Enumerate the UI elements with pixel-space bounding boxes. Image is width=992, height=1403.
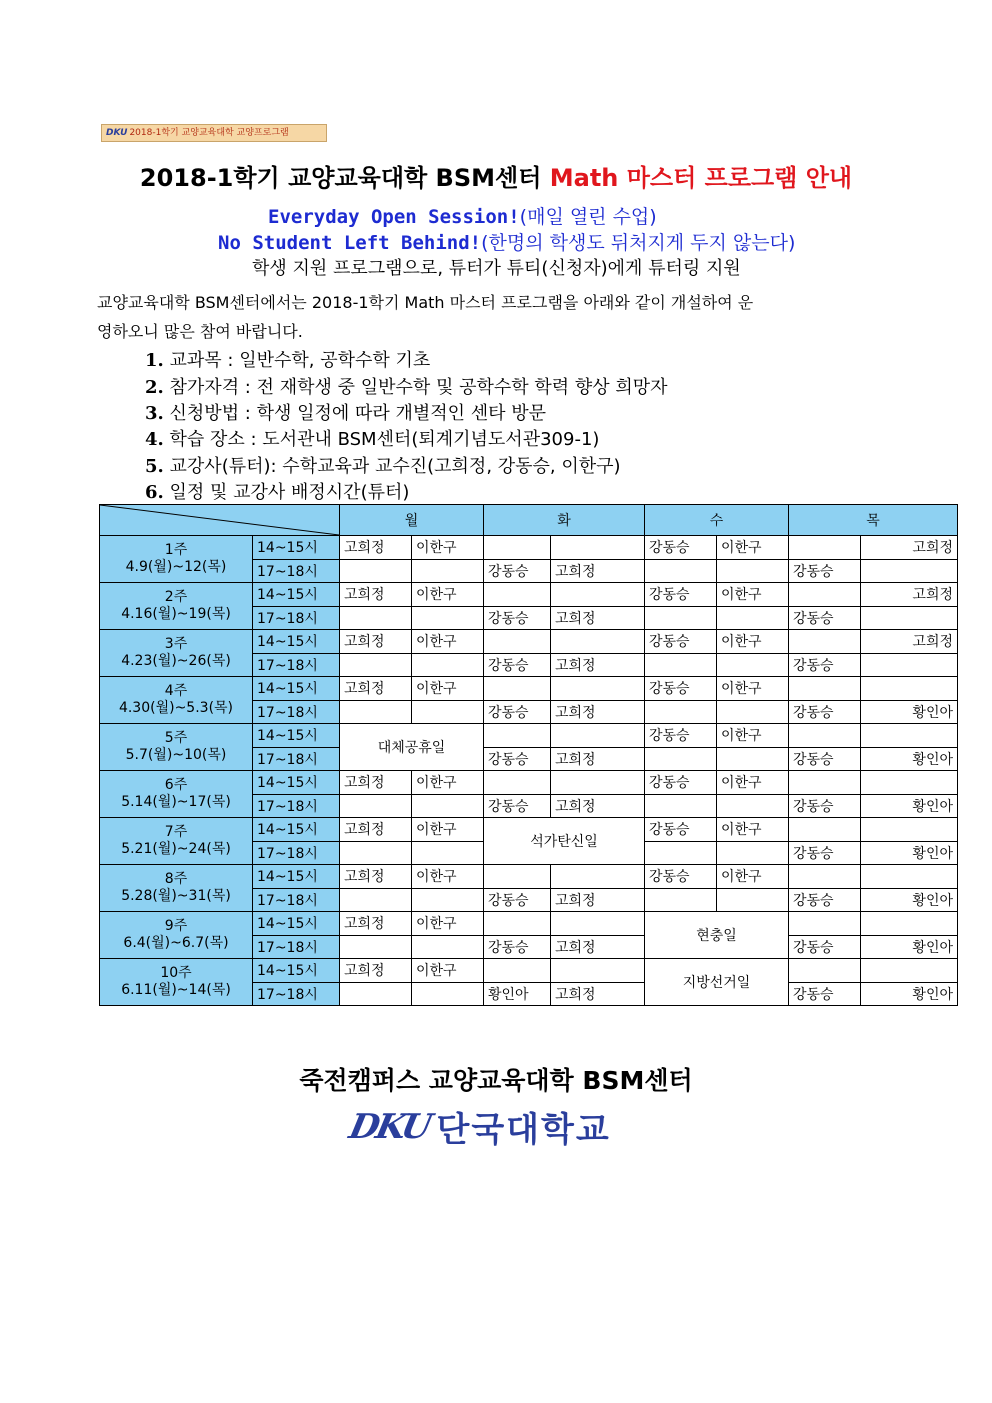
tutor-cell bbox=[645, 559, 717, 583]
tutor-cell: 강동승 bbox=[789, 559, 861, 583]
week-cell bbox=[100, 630, 253, 677]
tutor-cell: 강동승 bbox=[789, 794, 861, 818]
week-label: 4주 bbox=[164, 683, 188, 699]
tutor-cell bbox=[645, 653, 717, 677]
time-slot: 14~15시 bbox=[253, 536, 340, 560]
table-row bbox=[100, 677, 958, 701]
footer-center-name: 죽전캠퍼스 교양교육대학 BSM센터 bbox=[299, 1066, 693, 1095]
week-label: 6주 bbox=[164, 777, 188, 793]
tutor-cell bbox=[340, 700, 412, 724]
table-row bbox=[100, 583, 958, 607]
tutor-cell: 강동승 bbox=[484, 559, 551, 583]
tutor-cell bbox=[789, 583, 861, 607]
header-day: 월 bbox=[340, 505, 484, 536]
slogan-ko: (매일 열린 수업) bbox=[519, 206, 657, 228]
tutor-cell: 이한구 bbox=[717, 818, 789, 842]
tutor-cell: 강동승 bbox=[789, 935, 861, 959]
tutor-cell bbox=[861, 606, 958, 630]
tutor-cell bbox=[861, 865, 958, 889]
table-row bbox=[100, 818, 958, 842]
tutor-cell bbox=[340, 653, 412, 677]
tutor-cell: 고희정 bbox=[551, 747, 645, 771]
tutor-cell bbox=[484, 724, 551, 748]
tutor-cell bbox=[484, 865, 551, 889]
tutor-cell bbox=[551, 724, 645, 748]
info-item-application bbox=[145, 399, 546, 425]
tutor-cell bbox=[340, 888, 412, 912]
tutor-cell bbox=[412, 935, 484, 959]
tutor-cell: 강동승 bbox=[789, 700, 861, 724]
week-cell bbox=[100, 771, 253, 818]
tutor-cell: 강동승 bbox=[484, 888, 551, 912]
week-cell bbox=[100, 583, 253, 630]
time-slot: 14~15시 bbox=[253, 912, 340, 936]
tutor-cell: 고희정 bbox=[861, 583, 958, 607]
table-row bbox=[100, 724, 958, 748]
tutor-cell: 고희정 bbox=[551, 935, 645, 959]
week-label: 5주 bbox=[164, 730, 188, 746]
week-range: 4.16(월)~19(목) bbox=[121, 606, 231, 622]
tutor-cell bbox=[484, 583, 551, 607]
item-number: 4. bbox=[145, 429, 164, 450]
week-cell bbox=[100, 818, 253, 865]
item-text: 교강사(튜터): 수학교육과 교수진(고희정, 강동승, 이한구) bbox=[169, 456, 621, 477]
tutor-cell bbox=[551, 583, 645, 607]
week-range: 4.30(월)~5.3(목) bbox=[118, 700, 234, 716]
week-range: 5.21(월)~24(목) bbox=[121, 841, 231, 857]
item-number: 6. bbox=[145, 482, 164, 503]
time-slot: 17~18시 bbox=[253, 841, 340, 865]
week-range: 6.4(월)~6.7(목) bbox=[123, 935, 229, 951]
tutor-cell: 강동승 bbox=[645, 677, 717, 701]
tutor-cell: 고희정 bbox=[861, 630, 958, 654]
item-text: 신청방법 : 학생 일정에 따라 개별적인 센타 방문 bbox=[169, 403, 547, 424]
tutor-cell: 이한구 bbox=[717, 630, 789, 654]
week-range: 5.14(월)~17(목) bbox=[121, 794, 231, 810]
header-day: 화 bbox=[484, 505, 645, 536]
tutor-cell bbox=[412, 653, 484, 677]
header-corner-cell bbox=[100, 505, 340, 536]
info-item-tutors bbox=[145, 452, 621, 478]
intro-line-2: 영하오니 많은 참여 바랍니다. bbox=[97, 322, 303, 341]
tutor-cell bbox=[789, 630, 861, 654]
info-item-subject bbox=[145, 346, 430, 372]
info-item-eligibility bbox=[145, 373, 668, 399]
tutor-cell: 황인아 bbox=[861, 700, 958, 724]
tutor-cell: 강동승 bbox=[645, 818, 717, 842]
tutor-cell: 고희정 bbox=[551, 700, 645, 724]
tutor-cell: 이한구 bbox=[412, 630, 484, 654]
tutor-cell bbox=[551, 959, 645, 983]
tutor-cell bbox=[340, 606, 412, 630]
tutor-cell: 황인아 bbox=[861, 982, 958, 1006]
tutor-cell bbox=[340, 841, 412, 865]
tutor-cell bbox=[551, 536, 645, 560]
table-row bbox=[100, 536, 958, 560]
tutor-cell: 이한구 bbox=[717, 583, 789, 607]
tutor-cell bbox=[789, 771, 861, 795]
tutor-cell: 이한구 bbox=[412, 818, 484, 842]
tutor-cell: 고희정 bbox=[340, 536, 412, 560]
tutor-cell bbox=[340, 559, 412, 583]
week-label: 3주 bbox=[164, 636, 188, 652]
tutor-cell: 고희정 bbox=[861, 536, 958, 560]
tutor-cell: 강동승 bbox=[789, 888, 861, 912]
week-cell bbox=[100, 912, 253, 959]
time-slot: 17~18시 bbox=[253, 935, 340, 959]
week-range: 5.7(월)~10(목) bbox=[125, 747, 227, 763]
tutor-cell: 고희정 bbox=[340, 865, 412, 889]
slogan-en: No Student Left Behind! bbox=[218, 232, 482, 254]
tutor-cell: 이한구 bbox=[412, 583, 484, 607]
time-slot: 14~15시 bbox=[253, 677, 340, 701]
tutor-cell: 고희정 bbox=[551, 653, 645, 677]
time-slot: 17~18시 bbox=[253, 747, 340, 771]
title-highlight: Math 마스터 프로그램 안내 bbox=[549, 164, 853, 192]
tutor-cell bbox=[789, 677, 861, 701]
tutor-cell bbox=[551, 771, 645, 795]
tutor-cell bbox=[412, 559, 484, 583]
time-slot: 14~15시 bbox=[253, 959, 340, 983]
tutor-cell: 고희정 bbox=[551, 606, 645, 630]
week-label: 7주 bbox=[164, 824, 188, 840]
tutor-cell bbox=[340, 794, 412, 818]
tutor-cell bbox=[340, 935, 412, 959]
tutor-cell bbox=[645, 700, 717, 724]
table-row bbox=[100, 912, 958, 936]
week-cell bbox=[100, 677, 253, 724]
time-slot: 17~18시 bbox=[253, 653, 340, 677]
tutor-cell bbox=[717, 700, 789, 724]
tutor-cell: 강동승 bbox=[645, 583, 717, 607]
tutor-cell bbox=[551, 865, 645, 889]
tutor-cell bbox=[645, 606, 717, 630]
tutor-cell: 고희정 bbox=[551, 794, 645, 818]
tutor-cell bbox=[789, 865, 861, 889]
tutor-cell bbox=[484, 771, 551, 795]
tutor-cell: 이한구 bbox=[717, 677, 789, 701]
item-number: 3. bbox=[145, 403, 164, 424]
item-number: 2. bbox=[145, 377, 164, 398]
tutor-cell bbox=[412, 982, 484, 1006]
tutor-cell: 이한구 bbox=[412, 677, 484, 701]
tutor-cell bbox=[645, 888, 717, 912]
tutor-cell bbox=[340, 982, 412, 1006]
time-slot: 17~18시 bbox=[253, 606, 340, 630]
time-slot: 14~15시 bbox=[253, 865, 340, 889]
tutor-cell: 이한구 bbox=[412, 536, 484, 560]
page-title bbox=[0, 158, 992, 193]
tutor-cell bbox=[717, 747, 789, 771]
tutor-cell: 고희정 bbox=[340, 583, 412, 607]
week-cell bbox=[100, 865, 253, 912]
week-cell bbox=[100, 536, 253, 583]
dku-logo-name: 단국대학교 bbox=[436, 1110, 611, 1150]
tutor-cell: 강동승 bbox=[484, 653, 551, 677]
time-slot: 14~15시 bbox=[253, 630, 340, 654]
tutor-cell bbox=[861, 677, 958, 701]
tutor-cell: 이한구 bbox=[412, 771, 484, 795]
time-slot: 17~18시 bbox=[253, 700, 340, 724]
holiday-cell: 대체공휴일 bbox=[340, 724, 484, 771]
tutor-cell: 강동승 bbox=[484, 935, 551, 959]
table-row bbox=[100, 865, 958, 889]
tutor-cell bbox=[861, 912, 958, 936]
tutor-cell: 강동승 bbox=[789, 606, 861, 630]
week-label: 1주 bbox=[164, 542, 188, 558]
info-item-location bbox=[145, 425, 599, 451]
tutor-cell: 고희정 bbox=[340, 630, 412, 654]
tutor-cell bbox=[717, 559, 789, 583]
tutor-cell: 강동승 bbox=[789, 653, 861, 677]
tutor-cell bbox=[789, 912, 861, 936]
tutor-cell bbox=[412, 841, 484, 865]
tutor-cell bbox=[717, 841, 789, 865]
week-range: 4.23(월)~26(목) bbox=[121, 653, 231, 669]
item-number: 5. bbox=[145, 456, 164, 477]
time-slot: 17~18시 bbox=[253, 794, 340, 818]
title-main: 2018-1학기 교양교육대학 BSM센터 bbox=[139, 164, 550, 192]
slogan-en: Everyday Open Session! bbox=[268, 206, 520, 228]
tutor-cell bbox=[861, 818, 958, 842]
time-slot: 17~18시 bbox=[253, 982, 340, 1006]
week-range: 4.9(월)~12(목) bbox=[125, 559, 227, 575]
week-cell bbox=[100, 724, 253, 771]
tutor-cell: 이한구 bbox=[717, 536, 789, 560]
time-slot: 14~15시 bbox=[253, 583, 340, 607]
info-item-schedule bbox=[145, 478, 409, 504]
header-day: 목 bbox=[789, 505, 958, 536]
tutor-cell: 이한구 bbox=[412, 912, 484, 936]
dku-mini-logo: DKU bbox=[106, 128, 128, 138]
tutor-cell: 강동승 bbox=[645, 771, 717, 795]
tutor-cell bbox=[484, 630, 551, 654]
tutor-cell bbox=[861, 653, 958, 677]
tutor-cell: 고희정 bbox=[340, 912, 412, 936]
week-label: 9주 bbox=[164, 918, 188, 934]
table-header-row bbox=[100, 505, 958, 536]
tutor-cell: 이한구 bbox=[717, 771, 789, 795]
table-row bbox=[100, 959, 958, 983]
schedule-table bbox=[99, 504, 958, 1006]
tutor-cell: 강동승 bbox=[645, 630, 717, 654]
diagonal-line bbox=[100, 505, 339, 535]
tutor-cell: 고희정 bbox=[551, 559, 645, 583]
tutor-cell: 고희정 bbox=[340, 771, 412, 795]
time-slot: 14~15시 bbox=[253, 724, 340, 748]
tutor-cell: 고희정 bbox=[340, 677, 412, 701]
header-day: 수 bbox=[645, 505, 789, 536]
tutor-cell bbox=[861, 559, 958, 583]
tutor-cell: 이한구 bbox=[412, 865, 484, 889]
tutor-cell: 강동승 bbox=[484, 700, 551, 724]
item-number: 1. bbox=[145, 350, 164, 371]
tutor-cell bbox=[484, 912, 551, 936]
week-range: 5.28(월)~31(목) bbox=[121, 888, 231, 904]
tutor-cell: 강동승 bbox=[789, 982, 861, 1006]
tutor-cell bbox=[645, 747, 717, 771]
week-label: 2주 bbox=[164, 589, 188, 605]
tutor-cell: 고희정 bbox=[551, 982, 645, 1006]
tutor-cell bbox=[551, 912, 645, 936]
tutor-cell bbox=[789, 724, 861, 748]
week-cell bbox=[100, 959, 253, 1006]
tutor-cell bbox=[412, 700, 484, 724]
holiday-cell: 지방선거일 bbox=[645, 959, 789, 1006]
dku-logo-mark: DKU bbox=[345, 1106, 433, 1147]
slogan-open-session bbox=[268, 202, 657, 229]
table-row bbox=[100, 630, 958, 654]
holiday-cell: 석가탄신일 bbox=[484, 818, 645, 865]
tutor-cell bbox=[717, 888, 789, 912]
intro-line-1: 교양교육대학 BSM센터에서는 2018-1학기 Math 마스터 프로그램을 아래와 같이 개설하여 운 bbox=[97, 293, 754, 312]
tutor-cell bbox=[412, 888, 484, 912]
week-label: 10주 bbox=[160, 965, 192, 981]
tutor-cell: 강동승 bbox=[789, 841, 861, 865]
header-program-tag bbox=[101, 124, 327, 142]
tutor-cell bbox=[551, 677, 645, 701]
tutor-cell: 황인아 bbox=[484, 982, 551, 1006]
tutor-cell: 황인아 bbox=[861, 888, 958, 912]
time-slot: 14~15시 bbox=[253, 771, 340, 795]
tutor-cell: 고희정 bbox=[340, 959, 412, 983]
item-text: 일정 및 교강사 배정시간(튜터) bbox=[169, 482, 410, 503]
tutor-cell: 고희정 bbox=[340, 818, 412, 842]
slogan-ko: (한명의 학생도 뒤처지게 두지 않는다) bbox=[481, 232, 796, 254]
tutor-cell bbox=[484, 959, 551, 983]
item-text: 참가자격 : 전 재학생 중 일반수학 및 공학수학 학력 향상 희망자 bbox=[169, 377, 668, 398]
tutor-cell bbox=[789, 536, 861, 560]
tutor-cell: 강동승 bbox=[484, 606, 551, 630]
table-row bbox=[100, 771, 958, 795]
tutor-cell bbox=[717, 606, 789, 630]
time-slot: 17~18시 bbox=[253, 888, 340, 912]
item-text: 학습 장소 : 도서관내 BSM센터(퇴계기념도서관309-1) bbox=[169, 429, 600, 450]
time-slot: 14~15시 bbox=[253, 818, 340, 842]
tutor-cell bbox=[484, 677, 551, 701]
tutor-cell bbox=[717, 794, 789, 818]
tutor-cell: 이한구 bbox=[717, 865, 789, 889]
tutor-cell bbox=[861, 724, 958, 748]
tutor-cell: 황인아 bbox=[861, 841, 958, 865]
week-range: 6.11(월)~14(목) bbox=[121, 982, 231, 998]
tutor-cell bbox=[412, 606, 484, 630]
dku-logo bbox=[345, 1102, 611, 1150]
tutor-cell: 강동승 bbox=[484, 794, 551, 818]
week-label: 8주 bbox=[164, 871, 188, 887]
tutor-cell bbox=[789, 959, 861, 983]
tutor-cell: 강동승 bbox=[789, 747, 861, 771]
tutor-cell: 황인아 bbox=[861, 747, 958, 771]
tutor-cell: 황인아 bbox=[861, 935, 958, 959]
tutor-cell: 이한구 bbox=[717, 724, 789, 748]
tutor-cell bbox=[412, 794, 484, 818]
tutor-cell: 강동승 bbox=[645, 865, 717, 889]
slogan-no-student-left bbox=[218, 228, 795, 255]
tutor-cell: 고희정 bbox=[551, 888, 645, 912]
tutor-cell: 황인아 bbox=[861, 794, 958, 818]
tutor-cell bbox=[789, 818, 861, 842]
program-subtitle: 학생 지원 프로그램으로, 튜터가 튜티(신청자)에게 튜터링 지원 bbox=[252, 258, 741, 279]
tutor-cell bbox=[861, 771, 958, 795]
tutor-cell bbox=[645, 841, 717, 865]
time-slot: 17~18시 bbox=[253, 559, 340, 583]
tutor-cell bbox=[551, 630, 645, 654]
tutor-cell bbox=[645, 794, 717, 818]
tutor-cell: 강동승 bbox=[484, 747, 551, 771]
tutor-cell: 강동승 bbox=[645, 724, 717, 748]
tutor-cell bbox=[861, 959, 958, 983]
tutor-cell: 이한구 bbox=[412, 959, 484, 983]
item-text: 교과목 : 일반수학, 공학수학 기초 bbox=[169, 350, 431, 371]
holiday-cell: 현충일 bbox=[645, 912, 789, 959]
tutor-cell bbox=[484, 536, 551, 560]
tutor-cell bbox=[717, 653, 789, 677]
tutor-cell: 강동승 bbox=[645, 536, 717, 560]
header-tag-text: 2018-1학기 교양교육대학 교양프로그램 bbox=[129, 128, 289, 138]
